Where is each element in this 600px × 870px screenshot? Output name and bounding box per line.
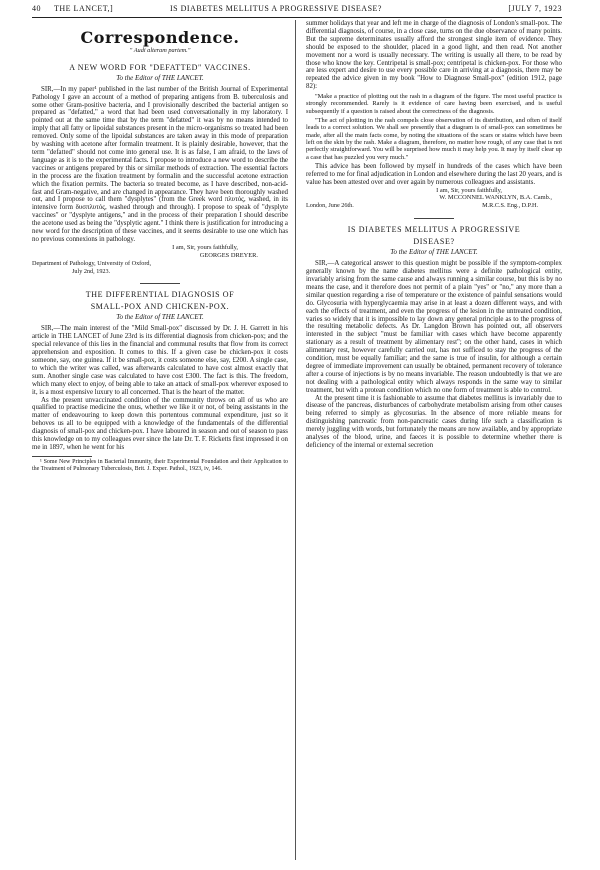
letter-1-closing: I am, Sir, yours faithfully, bbox=[172, 243, 238, 251]
footnote-rule bbox=[32, 456, 92, 457]
letter-2-paragraph: As the present unvaccinated condition of the community throws on all of us who are qualified to practise medicine the onus, whether we like it or not, of being assistants in the matter of endeavouring to keep down this portentous communal expenditure, just so it behoves us all to be equipped with a knowledge of the fundamentals of the differential diagnosis of small-pox and chicken-pox. I have laboured in season and out of season to pass this knowledge on to my colleagues ever since the late Dr. T. F. Ricketts first impressed it on me in 1897, when he went for his bbox=[32, 396, 288, 451]
letter-3-title-line-1: IS DIABETES MELLITUS A PROGRESSIVE bbox=[347, 225, 521, 235]
letter-2-paragraph: SIR,—The main interest of the "Mild Small-pox" discussed by Dr. J. H. Garrett in his article in THE LANCET of June 23rd is its differential diagnosis from chicken-pox; and the special relevance of this lies in the financial and communal results that flow from its correct apprehension and exposition. It comes to this. If a given case be chicken-pox it costs someone, say, one guinea. If it be small-pox, it costs someone else, say, £200. A single case, to which the writer was called, was afterwards calculated to have cost almost exactly that sum. Another single case was calculated to have cost £300. The fact is this. The freedom, which many elect to enjoy, of being able to take an attack of small-pox wherever exposed to it, is a most expensive luxury to all concerned. That is the heart of the matter. bbox=[32, 325, 288, 396]
left-column bbox=[32, 20, 288, 472]
letter-2-closing: I am, Sir, yours faithfully, bbox=[436, 186, 502, 194]
letter-1-body: SIR,—In my paper¹ published in the last number of the British Journal of Experimental Pathology I gave an account of a method of preparing antigens from B. tuberculosis and some other Gram-positive bacteria, and I provisionally described the bacterial antigen so prepared as "defatted," a word that had been used conversationally in my laboratory. I pointed out at the same time that by the term "defatted" it was by no means intended to imply that all fatty or lipoidal substances present in the micro-organisms so treated had been removed. Only some of the lipoidal substances are taken away in this mode of preparation by washing with acetone after formalin treatment. It is plainly desirable, however, that the term "defatted" should not come into general use. It is as false, I am afraid, to the laws of language as it is to the experimental facts. I propose to introduce a new word to describe the vaccines or antigens prepared by this or similar methods of extraction. The essential factors in the process are the fixation treatment by formalin and the successful acetone extraction which the fixation permits. The bacteria so treated become, as I have described, non-acid-fast and Gram-negative, and are changed in appearance. They have been thoroughly washed out, and I propose to call them "dysplytes" (from the Greek word πλυτός, washed, in its intensive form δυσπλυτός, washed through and through). I propose to speak of "dysplyte vaccines" or "dysplyte antigens," and in the process of their preparation I should describe the acetone used as being the "dysplytic agent." I think there is justification for introducing a new word for the description of these vaccines, and it seems desirable to use one which has no previous connexions in pathology. bbox=[32, 85, 288, 243]
letter-2-after-quote: This advice has been followed by myself in hundreds of the cases which have been referred to me for final adjudication in London and elsewhere during the last 20 years, and is value has been attested over and over again by numerous colleagues and assistants. bbox=[306, 162, 562, 186]
footnote: ¹ Some New Principles in Bacterial Immunity, their Experimental Foundation and their Application to the Treatment of Pulmonary Tuberculosis, Brit. J. Exper. Pathol., 1923, iv, 146. bbox=[32, 458, 288, 472]
letter-1-date: July 2nd, 1923. bbox=[72, 267, 111, 275]
letter-3-paragraph: SIR,—A categorical answer to this question might be possible if the symptom-complex generally known by the name diabetes mellitus were a definite pathological entity, invariably arising from the same cause and always running a similar course, but this is by no means the case, and it therefore does not permit of a plain "yes" or "no," any more than a similar question regarding a rise of temperature or the existence of painful sensations would do. Glycosuria with hyperglycaemia may arise in at least a dozen different ways, and with each the effects of treatment, and even the progress of the lesion in the untreated condition, varies so widely that it is impossible to lay down any general principle as to the progress of the resulting metabolic defects. As Dr. Langdon Brown has pointed out, all observers interested in the subject "must be familiar with cases which have become apparently stationary as a result of treatment by alimentary rest"; on the other hand, cases in which alimentary rest, however carefully carried out, has not sufficed to stay the progress of the condition, must be equally familiar; and the same is true of insulin, for although a certain degree of immediate improvement can usually be obtained, permanent recovery of tolerance after a course of injections is by no means invariable. The reason undoubtedly is that we are not dealing with a pathological entity which always responds in the same way to similar treatment, but with a protean condition which no one form of treatment is able to control. bbox=[306, 260, 562, 394]
letter-3-paragraph: At the present time it is fashionable to assume that diabetes mellitus is invariably due to disease of the pancreas, disturbances of carbohydrate metabolism arising from other causes being referred to simply as glycosurias. In the absence of more reliable means for distinguishing pancreatic from non-pancreatic cases during life such a classification is merely juggling with words, but fortunately the means are now available, and by appropriate analyses of the blood, urine, and faeces it is possible to determine whether there is deficiency of the internal or external secretion bbox=[306, 394, 562, 450]
letter-2-place-date: London, June 26th. bbox=[306, 202, 354, 210]
quoted-advice: "Make a practice of plotting out the rash in a diagram of the figure. The most useful practice is strongly recommended. Rarely is it evidence of care having been exercised, and is useful subsequently if a question is raised about the correctness of the diagnosis. bbox=[306, 93, 562, 115]
letter-1-title: A NEW WORD FOR "DEFATTED" VACCINES. bbox=[69, 62, 251, 72]
journal-name: THE LANCET,] bbox=[54, 4, 114, 13]
letter-1-addressee: To the Editor of THE LANCET. bbox=[116, 73, 204, 82]
quoted-advice: "The act of plotting in the rash compels close observation of its distribution, and often of itself leads to a correct solution. We shall see presently that a diagram is of small-pox can sometimes be made, after all the main facts come, by noting the situations of the scars or stains which have been left on the skin by the rash. Make a diagram, therefore, no matter how rough, of any case that is not perfectly straightforward. You will be surprised how much it may help you. It may by itself clear up a case that has puzzled you very much." bbox=[306, 117, 562, 161]
page-number: 40 bbox=[32, 4, 41, 13]
letter-2-title-line-2: SMALL-POX AND CHICKEN-POX. bbox=[90, 302, 230, 312]
running-title: IS DIABETES MELLITUS A PROGRESSIVE DISEASE? bbox=[170, 4, 382, 13]
separator-rule bbox=[414, 218, 454, 219]
separator-rule bbox=[140, 283, 180, 284]
section-title: Correspondence. bbox=[80, 28, 240, 47]
letter-2-title-line-1: THE DIFFERENTIAL DIAGNOSIS OF bbox=[85, 290, 235, 300]
letter-2-addressee: To the Editor of THE LANCET. bbox=[116, 313, 204, 322]
letter-2-signature: W. MCCONNEL WANKLYN, B.A. Camb., bbox=[439, 194, 552, 202]
letter-1-affiliation: Department of Pathology, University of Oxford, bbox=[32, 259, 152, 267]
column-divider bbox=[295, 20, 296, 860]
letter-2-signoff-row bbox=[306, 202, 562, 210]
running-header bbox=[32, 3, 562, 18]
letter-2-continuation: summer holidays that year and left me in charge of the diagnosis of London's small-pox. The differential diagnosis, of course, in a close case, turns on the due observance of many points. But the supreme determinates usually afford the strongest single item of evidence. They should be exposed to the shoulder, placed in a good light, and then read. Not another movement nor a word is usually necessary. The writing is usually all there, to be read by those who know the key. Centripetal is small-pox; centripetal is chicken-pox. For those who are less expert and desire to use every possible care in arriving at a diagnosis, there may be repeated the advice given in my book "How to Diagnose Small-pox" (edition 1912, page 82): bbox=[306, 20, 562, 91]
right-column bbox=[306, 20, 562, 450]
issue-date: [JULY 7, 1923 bbox=[508, 4, 562, 13]
section-motto: " Audi alteram partem." bbox=[129, 46, 191, 54]
letter-3-title-line-2: DISEASE? bbox=[413, 237, 455, 247]
letter-2-degrees: M.R.C.S. Eng., D.P.H. bbox=[482, 202, 538, 210]
letter-3-addressee: To the Editor of THE LANCET. bbox=[390, 248, 478, 257]
letter-1-signature: GEORGES DREYER. bbox=[199, 251, 258, 259]
